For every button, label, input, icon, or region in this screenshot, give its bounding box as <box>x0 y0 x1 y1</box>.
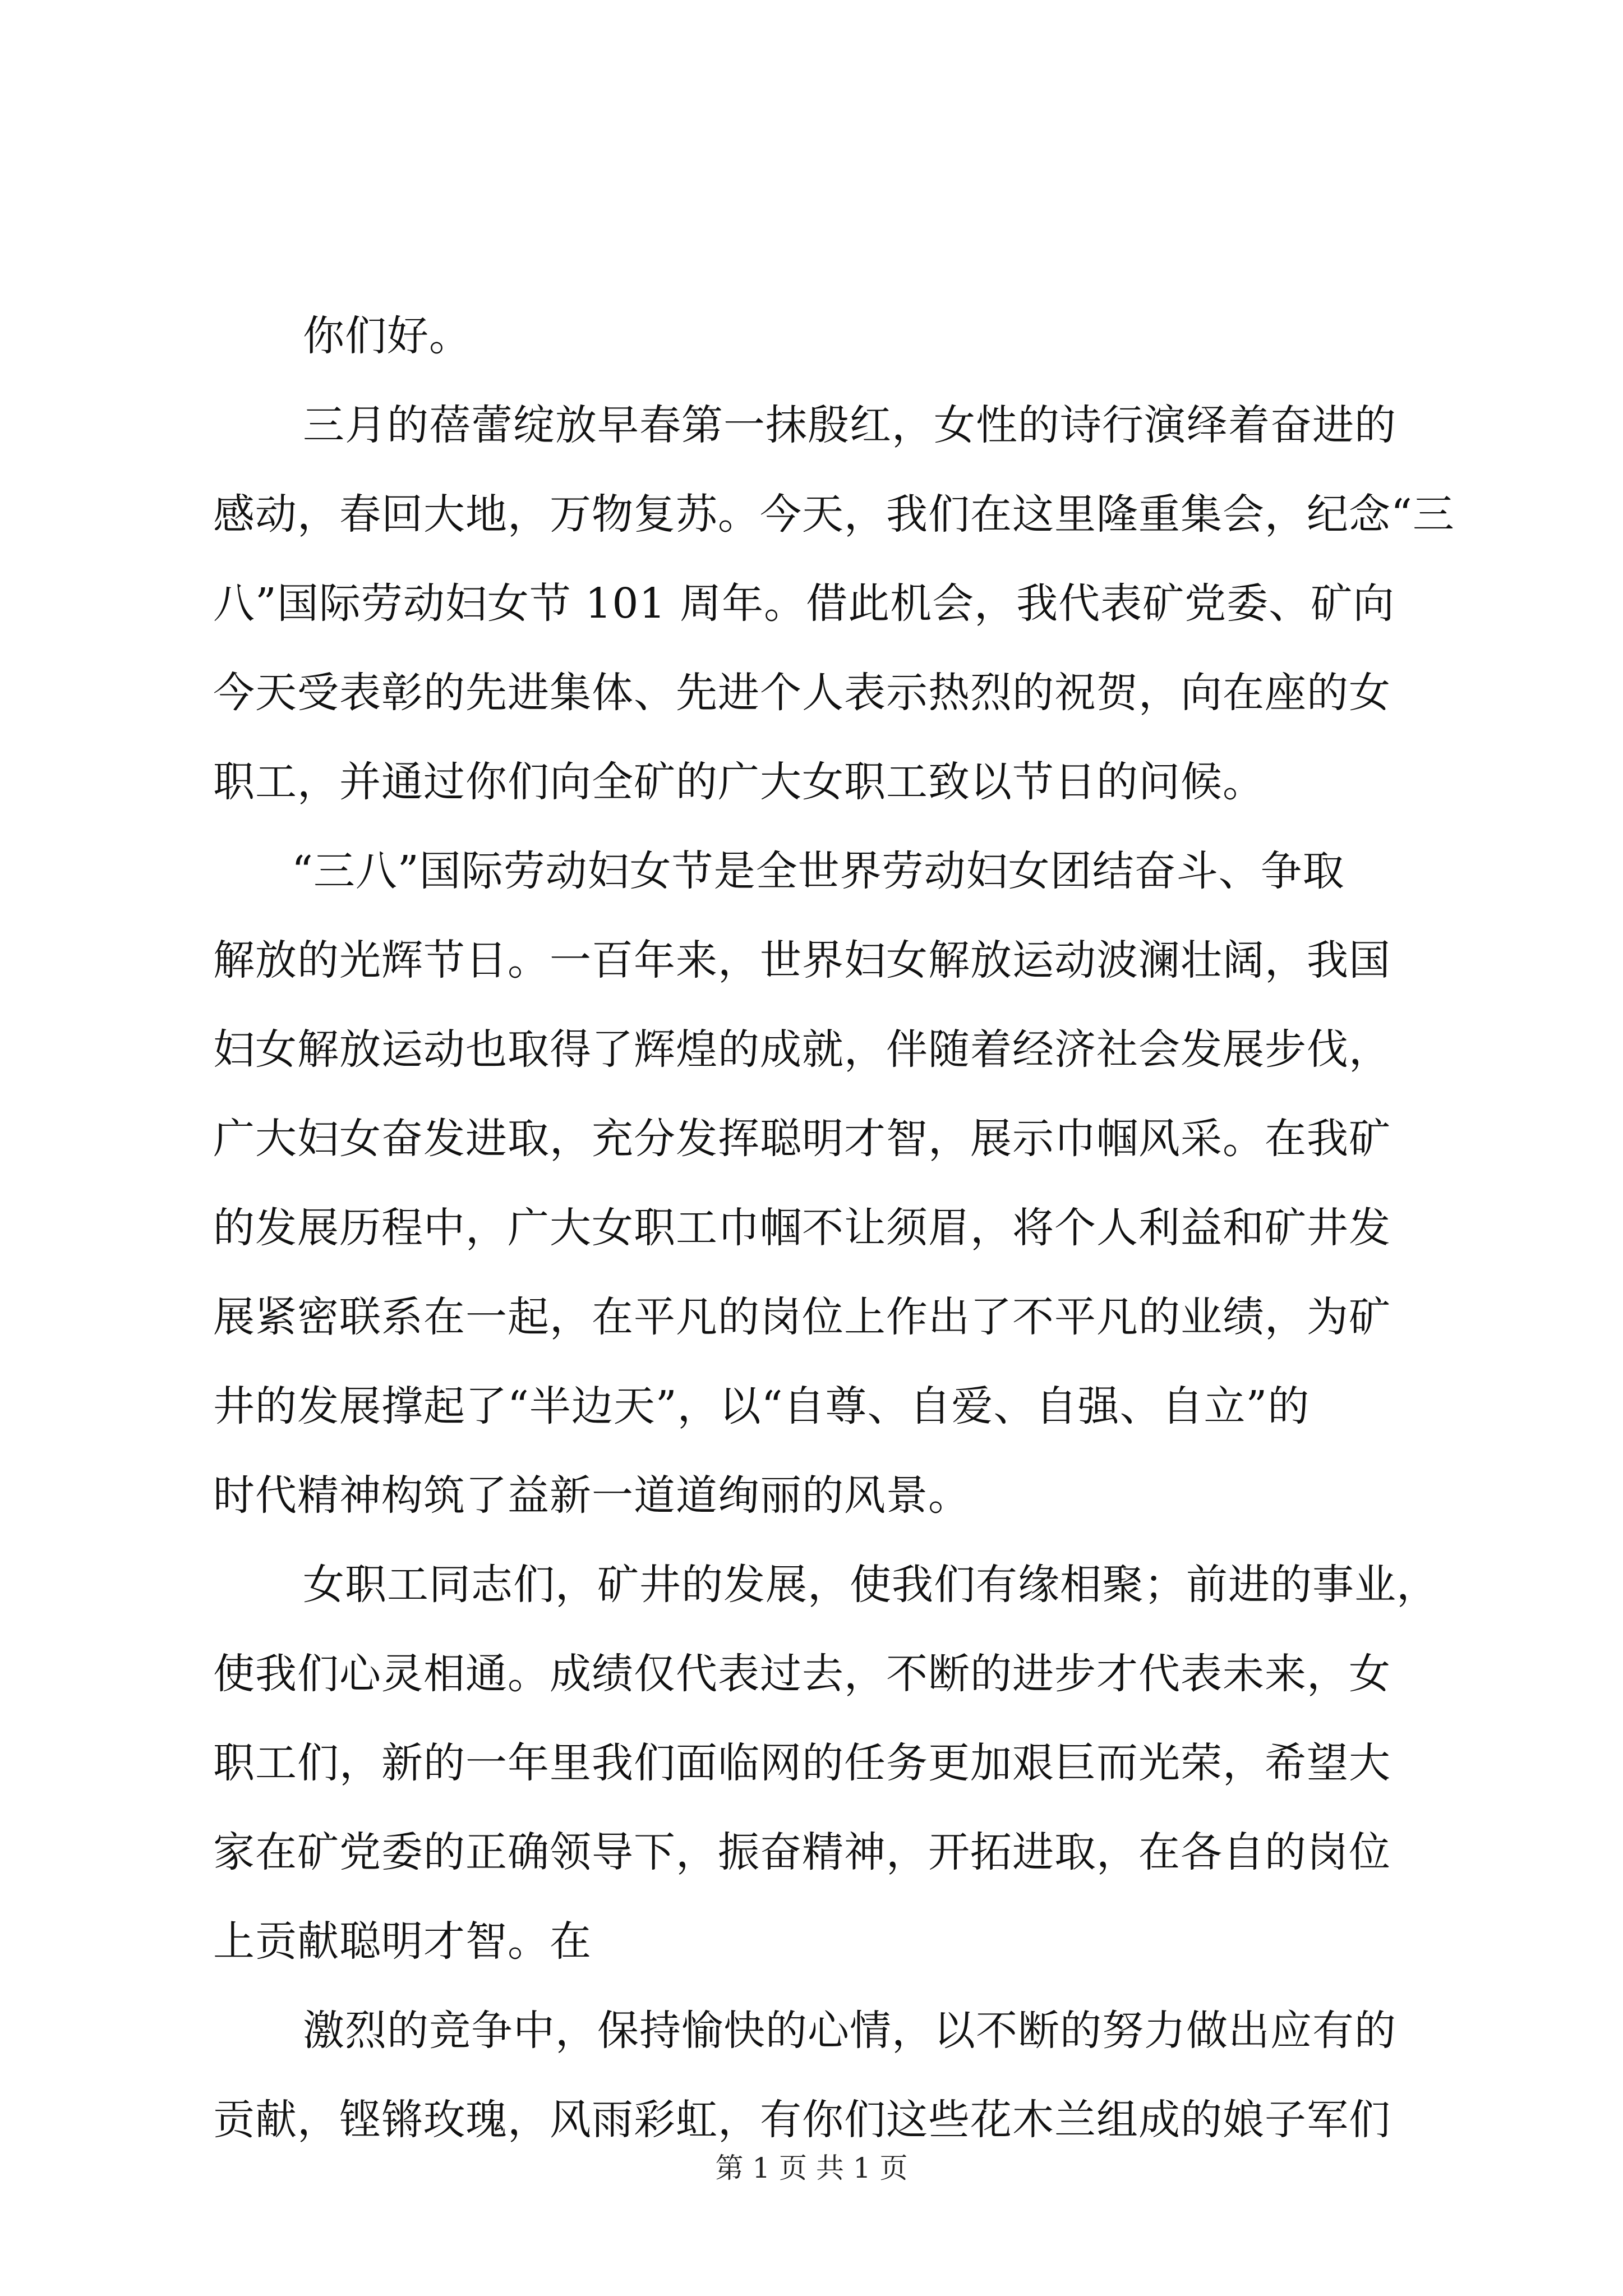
text-line: 八”国际劳动妇女节 101 周年。借此机会，我代表矿党委、矿向 <box>213 579 1395 628</box>
text-line: 家在矿党委的正确领导下，振奋精神，开拓进取，在各自的岗位 <box>213 1828 1391 1876</box>
text-line: 井的发展撑起了“半边天”，以“自尊、自爱、自强、自立”的 <box>213 1382 1310 1430</box>
text-line: 你们好。 <box>303 312 471 360</box>
text-line: 广大妇女奋发进取，充分发挥聪明才智，展示巾帼风采。在我矿 <box>213 1115 1391 1163</box>
text-line: 激烈的竞争中，保持愉快的心情，以不断的努力做出应有的 <box>303 2007 1396 2055</box>
text-line: 的发展历程中，广大女职工巾帼不让须眉，将个人利益和矿井发 <box>213 1204 1391 1252</box>
text-line: 三月的蓓蕾绽放早春第一抹殷红，女性的诗行演绎着奋进的 <box>303 401 1396 449</box>
text-line: 上贡献聪明才智。在 <box>213 1917 592 1966</box>
text-line: 解放的光辉节日。一百年来，世界妇女解放运动波澜壮阔，我国 <box>213 936 1391 984</box>
text-line: 贡献，铿锵玫瑰，风雨彩虹，有你们这些花木兰组成的娘子军们 <box>213 2096 1391 2144</box>
document-body <box>213 306 1455 2179</box>
text-line: 展紧密联系在一起，在平凡的岗位上作出了不平凡的业绩，为矿 <box>213 1293 1391 1341</box>
text-line: 今天受表彰的先进集体、先进个人表示热烈的祝贺，向在座的女 <box>213 669 1391 717</box>
text-line: 感动，春回大地，万物复苏。今天，我们在这里隆重集会，纪念“三 <box>213 490 1455 539</box>
text-line: “三八”国际劳动妇女节是全世界劳动妇女团结奋斗、争取 <box>292 847 1345 895</box>
text-line: 女职工同志们，矿井的发展，使我们有缘相聚；前进的事业， <box>303 1561 1438 1609</box>
text-line: 使我们心灵相通。成绩仅代表过去，不断的进步才代表未来，女 <box>213 1650 1391 1698</box>
text-line: 时代精神构筑了益新一道道绚丽的风景。 <box>213 1471 970 1520</box>
text-line: 职工，并通过你们向全矿的广大女职工致以节日的问候。 <box>213 758 1265 806</box>
text-line: 妇女解放运动也取得了辉煌的成就，伴随着经济社会发展步伐， <box>213 1025 1391 1074</box>
text-line: 职工们，新的一年里我们面临网的任务更加艰巨而光荣，希望大 <box>213 1739 1391 1787</box>
page-footer: 第 1 页 共 1 页 <box>715 2152 908 2184</box>
